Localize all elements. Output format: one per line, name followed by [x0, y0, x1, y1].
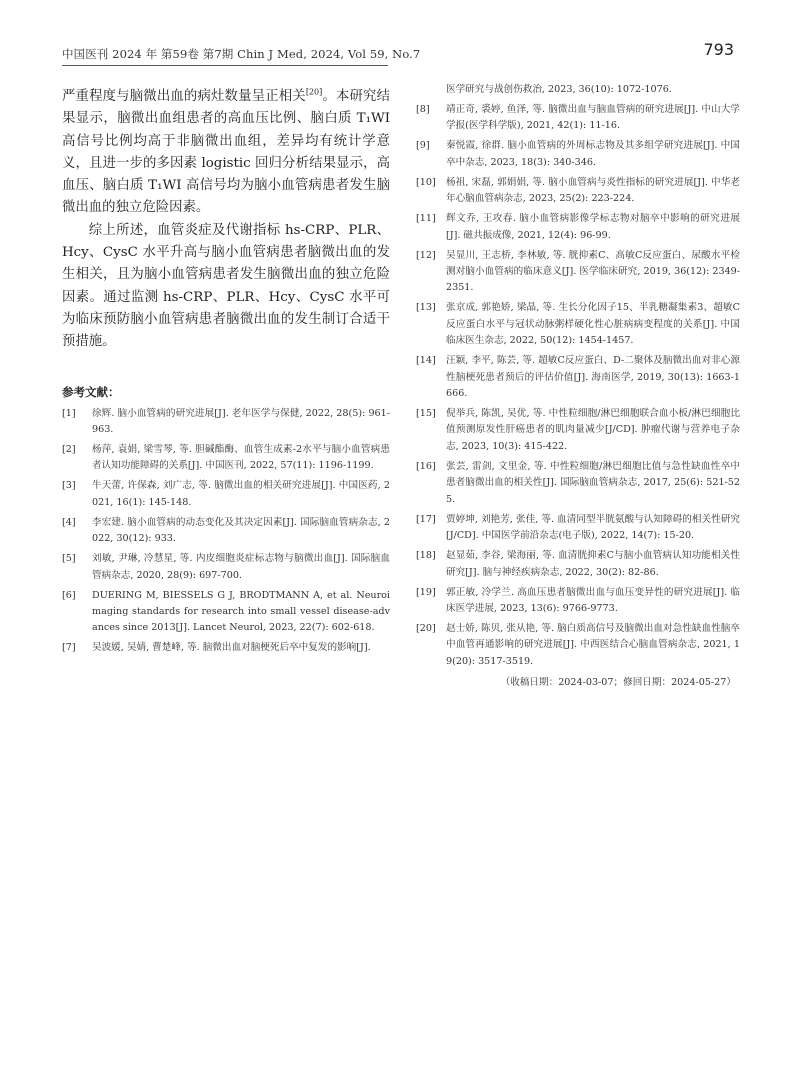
reference-item: [416, 459, 740, 508]
reference-number: [20]: [416, 622, 436, 634]
reference-text: 郭正敏, 冷学兰. 高血压患者脑微出血与血压变异性的研究进展[J]. 临床医学进展, 2023, 13(6): 9766-9773.: [446, 586, 740, 614]
reference-item: [416, 211, 740, 244]
reference-text: 赵显茹, 李谷, 梁海丽, 等. 血清胱抑素C与脑小血管病认知功能相关性研究[J]. 脑与神经疾病杂志, 2022, 30(2): 82-86.: [446, 550, 740, 578]
reference-number: [10]: [416, 176, 436, 188]
reference-item: [62, 588, 390, 637]
reference-text: 张京成, 郭艳娇, 梁晶, 等. 生长分化因子15、半乳糖凝集素3、超敏C反应蛋白水平与冠状动脉粥样硬化性心脏病病变程度的关系[J]. 中国临床医生杂志, 2022, 50(12): 1454-1457.: [446, 302, 740, 347]
body-paragraph-2: 综上所述，血管炎症及代谢指标 hs-CRP、PLR、Hcy、CysC 水平升高与脑小血管病患者脑微出血的发生相关，且为脑小血管病患者发生脑微出血的独立危险因素。通过监测 hs-CRP、PLR、Hcy、CysC 水平可为临床预防脑小血管病患者脑微出血的发生制订合适干预措施。: [62, 222, 390, 350]
reference-number: [2]: [62, 443, 76, 455]
reference-number: [17]: [416, 513, 436, 525]
reference-item: [416, 548, 740, 581]
reference-item: [416, 353, 740, 402]
reference-text: 张芸, 雷剑, 文里金, 等. 中性粒细胞/淋巴细胞比值与急性缺血性卒中患者脑微出血的相关性[J]. 国际脑血管病杂志, 2017, 25(6): 521-525.: [446, 460, 740, 505]
reference-number: [14]: [416, 355, 436, 367]
reference-number: [11]: [416, 213, 436, 225]
reference-number: [3]: [62, 480, 76, 492]
reference-number: [7]: [62, 642, 76, 654]
reference-text: 徐辉. 脑小血管病的研究进展[J]. 老年医学与保健, 2022, 28(5): 961-963.: [92, 407, 390, 435]
reference-item: [62, 551, 390, 584]
references-list-left: [62, 406, 390, 657]
reference-text: 李宏建. 脑小血管病的动态变化及其决定因素[J]. 国际脑血管病杂志, 2022, 30(12): 933.: [92, 516, 390, 545]
left-column: [62, 86, 390, 660]
reference-number: [16]: [416, 460, 436, 472]
reference-text: 辉文乔, 王攻春. 脑小血管病影像学标志物对脑卒中影响的研究进展[J]. 磁共振成像, 2021, 12(4): 96-99.: [446, 213, 740, 241]
header-rule: [62, 65, 388, 66]
reference-item: [416, 585, 740, 618]
right-column: [416, 82, 740, 688]
reference-item: [62, 478, 390, 511]
reference-number: [18]: [416, 550, 436, 562]
reference-number: [9]: [416, 140, 430, 152]
reference-number: [6]: [62, 589, 76, 601]
reference-text: DUERING M, BIESSELS G J, BRODTMANN A, et al. Neuroimaging standards for research into small vessel disease-advances since 2013[J]. Lancet Neurol, 2023, 22(7): 602-618.: [92, 589, 390, 634]
reference-text: 汪颖, 李平, 陈芸, 等. 超敏C反应蛋白、D-二聚体及脑微出血对非心源性脑梗死患者预后的评估价值[J]. 海南医学, 2019, 30(13): 1663-1666.: [446, 355, 740, 400]
reference-item: [416, 175, 740, 208]
reference-text: 靖正奇, 裘婷, 鱼泽, 等. 脑微出血与脑血管病的研究进展[J]. 中山大学学报(医学科学版), 2021, 42(1): 11-16.: [446, 104, 740, 132]
reference-item: [62, 406, 390, 439]
reference-item: [416, 138, 740, 171]
reference-text: 杨祖, 宋磊, 郭娟娟, 等. 脑小血管病与炎性指标的研究进展[J]. 中华老年心脑血管病杂志, 2023, 25(2): 223-224.: [446, 176, 740, 205]
reference-number: [1]: [62, 407, 76, 419]
citation: [20]: [305, 87, 323, 97]
reference-text: 吴显川, 王志桥, 李林敏, 等. 胱抑素C、高敏C反应蛋白、尿酸水平检测对脑小血管病的临床意义[J]. 医学临床研究, 2019, 36(12): 2349-2351.: [446, 249, 740, 294]
reference-item: [416, 300, 740, 349]
journal-info: 中国医刊 2024 年 第59卷 第7期 Chin J Med, 2024, Vol 59, No.7: [62, 47, 421, 61]
reference-text: 杨萍, 袁娟, 梁雪琴, 等. 胆碱酯酶、血管生成素-2水平与脑小血管病患者认知功能障碍的关系[J]. 中国医刊, 2022, 57(11): 1196-1199.: [92, 443, 390, 472]
body-paragraph-1: 严重程度与脑微出血的病灶数量呈正相关[20]。本研究结果显示，脑微出血组患者的高血压比例、脑白质 T₁WI 高信号比例均高于非脑微出血组，差异均有统计学意义，且进一步的多因素 logistic 回归分析结果显示，高血压、脑白质 T₁WI 高信号均为脑小血管病患者发生脑微出血的独立危险因素。: [62, 87, 390, 216]
reference-item: [416, 102, 740, 135]
reference-continuation: 医学研究与战创伤救治, 2023, 36(10): 1072-1076.: [446, 84, 672, 95]
reference-text: 贾婷坤, 刘艳芳, 张佳, 等. 血清同型半胱氨酸与认知障碍的相关性研究[J/CD]. 中国医学前沿杂志(电子版), 2022, 14(7): 15-20.: [446, 513, 740, 542]
submission-dates: （收稿日期：2024-03-07；修回日期：2024-05-27）: [500, 676, 736, 688]
reference-item: [416, 512, 740, 545]
reference-text: 吴波媛, 吴婧, 曹楚峰, 等. 脑微出血对脑梗死后卒中复发的影响[J].: [92, 642, 371, 654]
reference-text: 刘敏, 尹琳, 冷慧星, 等. 内皮细胞炎症标志物与脑微出血[J]. 国际脑血管病杂志, 2020, 28(9): 697-700.: [92, 553, 390, 581]
references-heading: 参考文献：: [62, 384, 120, 399]
reference-number: [5]: [62, 553, 76, 565]
reference-number: [12]: [416, 249, 436, 261]
reference-item: [416, 248, 740, 297]
reference-text: 秦悦霞, 徐群. 脑小血管病的外周标志物及其多组学研究进展[J]. 中国卒中杂志, 2023, 18(3): 340-346.: [446, 140, 740, 168]
reference-number: [4]: [62, 516, 76, 528]
references-list-right: [416, 102, 740, 670]
reference-text: 牛天蕾, 许保森, 刘广志, 等. 脑微出血的相关研究进展[J]. 中国医药, 2021, 16(1): 145-148.: [92, 480, 390, 508]
reference-number: [13]: [416, 302, 436, 314]
reference-text: 赵士娇, 陈贝, 张从艳, 等. 脑白质高信号及脑微出血对急性缺血性脑卒中血管再通影响的研究进展[J]. 中西医结合心脑血管病杂志, 2021, 19(20): 3517-3519.: [446, 622, 740, 667]
reference-text: 倪举兵, 陈凯, 吴优, 等. 中性粒细胞/淋巴细胞联合血小板/淋巴细胞比值预测原发性肝癌患者的肌肉量减少[J/CD]. 肿瘤代谢与营养电子杂志, 2023, 10(3): 415-422.: [446, 408, 740, 452]
page-number: 793: [703, 40, 734, 59]
reference-item: [62, 515, 390, 548]
reference-number: [15]: [416, 408, 436, 420]
reference-item: [416, 406, 740, 455]
reference-item: [62, 442, 390, 475]
reference-item: [62, 640, 390, 656]
reference-number: [19]: [416, 586, 436, 598]
reference-number: [8]: [416, 104, 430, 115]
reference-item: [416, 621, 740, 670]
